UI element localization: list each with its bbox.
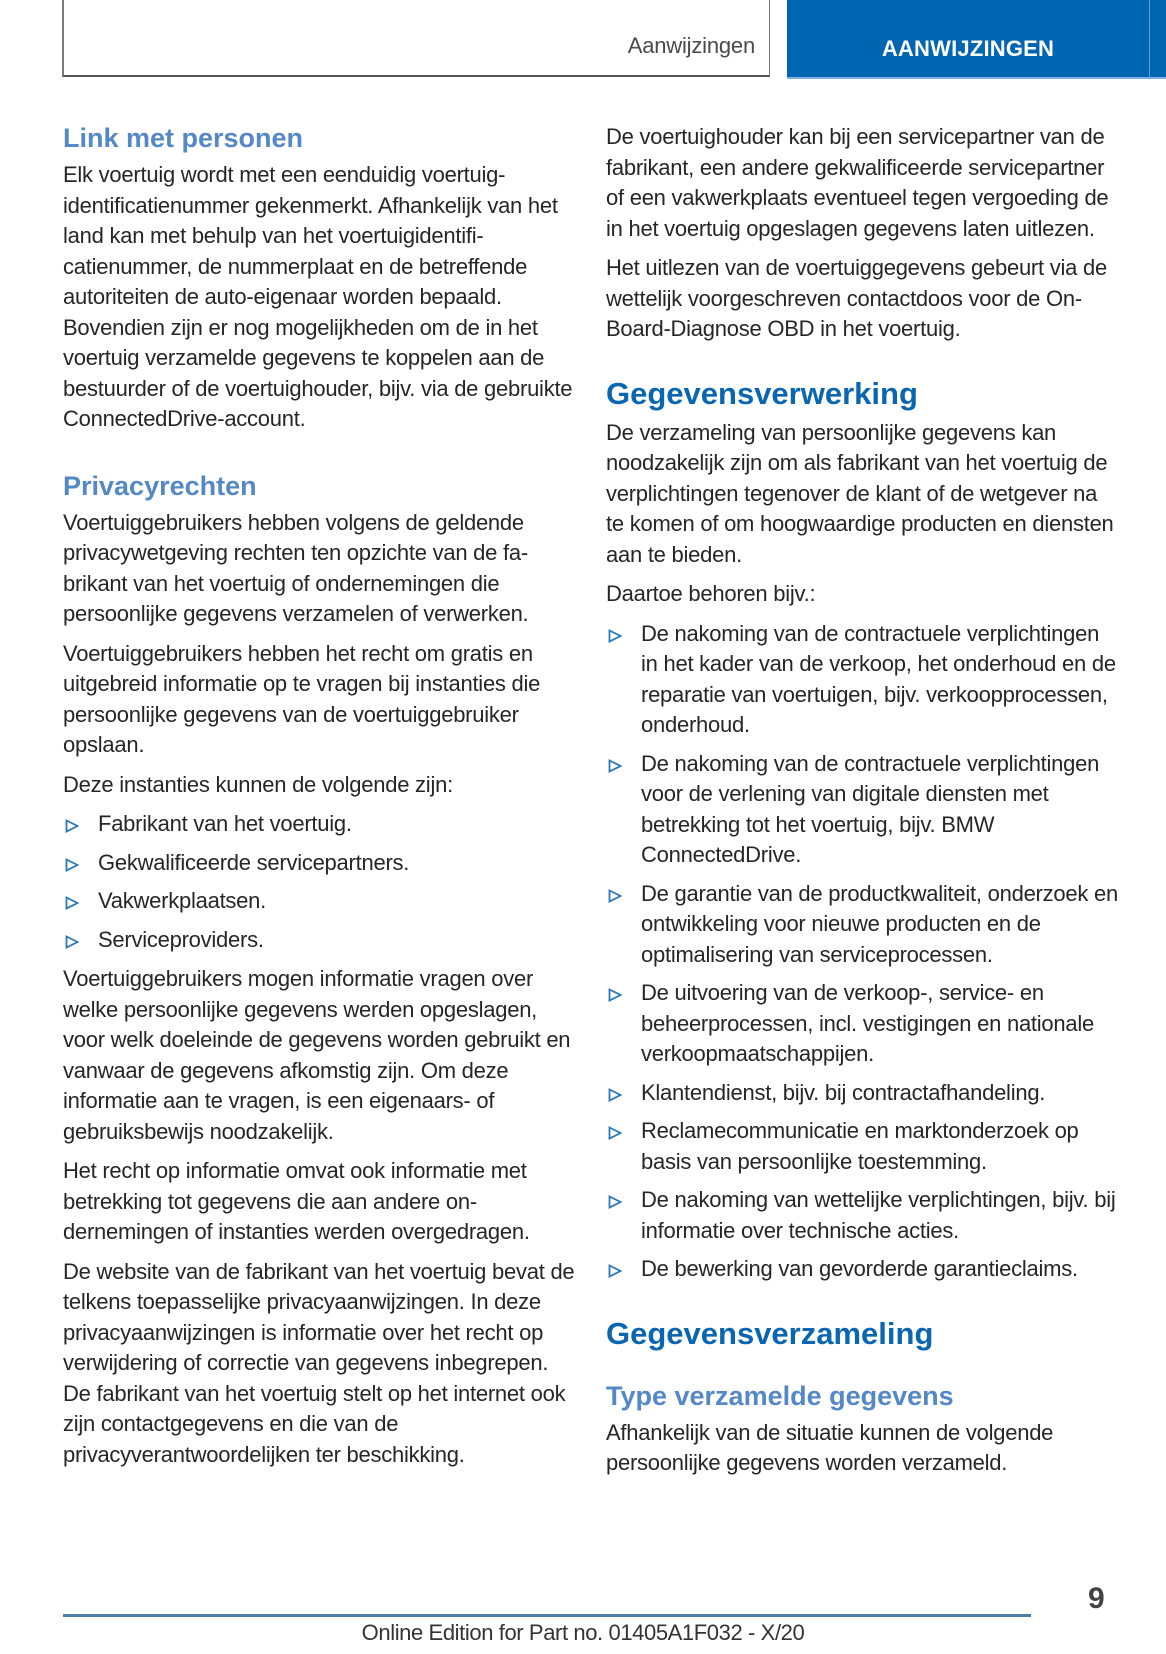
list-item bbox=[606, 1185, 1118, 1246]
heading-gegevensverzameling: Gegevensverzameling bbox=[606, 1315, 934, 1351]
list-item bbox=[606, 879, 1118, 971]
heading-privacyrechten: Privacyrechten bbox=[63, 470, 257, 501]
bullet-list-instanties bbox=[63, 809, 575, 955]
left-column bbox=[63, 122, 575, 1479]
paragraph: Afhankelijk van de situatie kunnen de volgende persoonlijke gegevens worden verzameld. bbox=[606, 1419, 1054, 1475]
paragraph: De verzameling van persoonlijke gegevens kan noodzakelijk zijn om als fabrikant van het voertuig de verplichtingen tegenover de klant of de wetgever na te komen of om hoogwaardige producten en diensten aan te bieden. bbox=[606, 419, 1114, 567]
list-item-text: De nakoming van de contractuele verplichtingen in het kader van de verkoop, het onderhoud en de reparatie van voertuigen, bijv. verkoopprocessen, onderhoud. bbox=[641, 620, 1116, 737]
paragraph: Het recht op informatie omvat ook informatie met betrekking tot gegevens die aan andere ondernemingen of instanties werden overgedragen. bbox=[63, 1158, 530, 1244]
list-item-text: De nakoming van wettelijke verplichtingen, bijv. bij informatie over technische acties. bbox=[641, 1187, 1116, 1243]
list-item-text: Vakwerkplaatsen. bbox=[98, 888, 267, 913]
list-item bbox=[63, 809, 575, 840]
list-item-text: De bewerking van gevorderde garantieclaims. bbox=[641, 1256, 1078, 1281]
paragraph: De voertuighouder kan bij een servicepartner van de fabrikant, een andere gekwalificeerde servicepartner of een vakwerkplaats eventueel tegen vergoeding de in het voertuig opgeslagen gegevens laten uitlezen. bbox=[606, 124, 1109, 241]
header-section-label: Aanwijzingen bbox=[627, 33, 755, 58]
paragraph: Het uitlezen van de voertuiggegevens gebeurt via de wettelijk voorgeschreven contactdoos voor de On-Board-Diagnose OBD in het voertuig. bbox=[606, 255, 1107, 341]
paragraph: Daartoe behoren bijv.: bbox=[606, 581, 816, 606]
list-item bbox=[63, 886, 575, 917]
right-column bbox=[606, 122, 1118, 1488]
heading-gegevensverwerking: Gegevensverwerking bbox=[606, 375, 918, 411]
list-item bbox=[606, 978, 1118, 1070]
list-item-text: De garantie van de productkwaliteit, onderzoek en ontwikkeling voor nieuwe producten en de optimalisering van serviceprocessen. bbox=[641, 880, 1118, 967]
footer-rule bbox=[63, 1614, 1031, 1617]
list-item bbox=[606, 1078, 1118, 1109]
list-item-text: De uitvoering van de verkoop-, service- en beheerprocessen, incl. vestigingen en nationale verkoopmaatschappijen. bbox=[641, 980, 1095, 1066]
paragraph: Elk voertuig wordt met een eenduidig voertuigidentificatienummer gekenmerkt. Afhankelijk van het land kan met behulp van het voertuigidentificatienummer, de nummerplaat en de betreffende autoriteiten de auto-eigenaar worden bepaald. Bovendien zijn er nog mogelijkheden om de in het voertuig verzamelde gegevens te koppelen aan de bestuurder of de voertuighouder, bijv. via de gebruikte ConnectedDrive-account. bbox=[63, 162, 573, 431]
bullet-list-verwerking bbox=[606, 619, 1118, 1285]
list-item-text: Serviceproviders. bbox=[98, 926, 264, 952]
paragraph: Voertuiggebruikers hebben het recht om gratis en uitgebreid informatie op te vragen bij instanties die persoonlijke gegevens van de voertuiggebruiker opslaan. bbox=[63, 640, 541, 757]
list-item bbox=[606, 619, 1118, 741]
list-item bbox=[63, 925, 575, 956]
list-item-text: Gekwalificeerde servicepartners. bbox=[98, 849, 410, 875]
chapter-tab-label: AANWIJZINGEN bbox=[881, 36, 1055, 61]
running-header-box bbox=[62, 0, 770, 77]
footer-edition-text: Online Edition for Part no. 01405A1F032 - X/20 bbox=[361, 1620, 805, 1645]
page-number: 9 bbox=[1088, 1582, 1105, 1615]
heading-link-met-personen: Link met personen bbox=[63, 123, 304, 153]
list-item-text: Fabrikant van het voertuig. bbox=[98, 811, 352, 836]
paragraph: De website van de fabrikant van het voertuig bevat de telkens toepasselijke privacyaanwijzingen. In deze privacyaanwijzingen is informatie over het recht op verwijdering of correctie van gegevens inbegrepen. De fabrikant van het voertuig stelt op het internet ook zijn contactgegevens en die van de privacyverantwoordelijken ter beschikking. bbox=[63, 1258, 575, 1467]
paragraph: Voertuiggebruikers hebben volgens de geldende privacywetgeving rechten ten opzichte van de fabrikant van het voertuig of ondernemingen die persoonlijke gegevens verzamelen of verwerken. bbox=[63, 509, 529, 626]
paragraph: Deze instanties kunnen de volgende zijn: bbox=[63, 771, 453, 797]
list-item bbox=[606, 1116, 1118, 1177]
heading-type-verzamelde-gegevens: Type verzamelde gegevens bbox=[606, 1380, 954, 1411]
chapter-tab-divider bbox=[1149, 0, 1150, 79]
chapter-tab bbox=[787, 0, 1166, 79]
paragraph: Voertuiggebruikers mogen informatie vragen over welke persoonlijke gegevens werden opgeslagen, voor welk doeleinde de gegevens worden gebruikt en vanwaar de gegevens afkomstig zijn. Om deze informatie aan te vragen, is een eigenaars- of gebruiksbewijs noodzakelijk. bbox=[63, 966, 571, 1144]
list-item-text: Klantendienst, bijv. bij contractafhandeling. bbox=[641, 1079, 1046, 1105]
list-item-text: Reclamecommunicatie en marktonderzoek op basis van persoonlijke toestemming. bbox=[641, 1118, 1079, 1174]
list-item-text: De nakoming van de contractuele verplichtingen voor de verlening van digitale diensten met betrekking tot het voertuig, bijv. BMW ConnectedDrive. bbox=[641, 750, 1100, 867]
list-item bbox=[606, 1254, 1118, 1285]
list-item bbox=[63, 848, 575, 879]
list-item bbox=[606, 749, 1118, 871]
